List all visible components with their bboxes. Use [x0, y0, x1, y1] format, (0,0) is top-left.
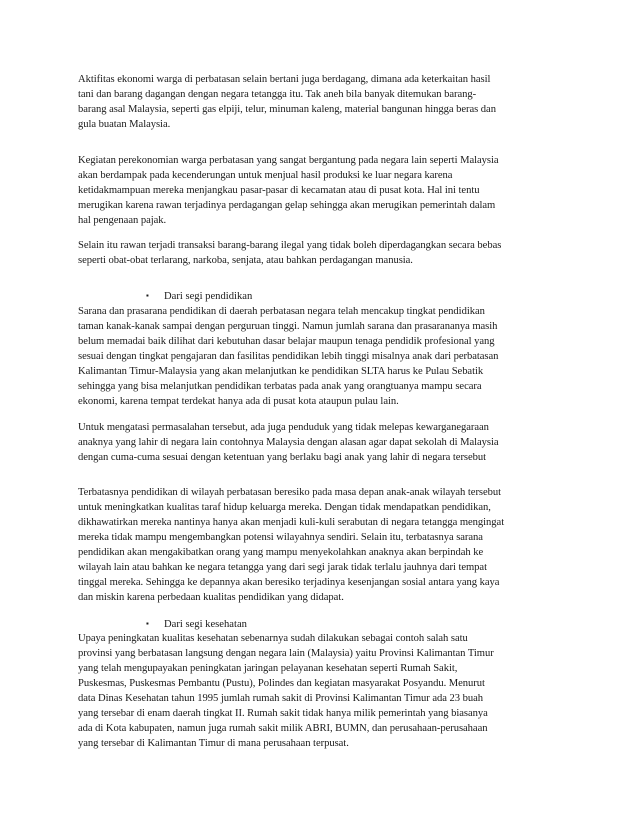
bullet-square-icon: ▪ [146, 619, 149, 628]
paragraph-mengatasi-permasalahan: Untuk mengatasi permasalahan tersebut, ada juga penduduk yang tidak melepas kewarganegaraan anaknya yang lahir di negara lain contohnya Malaysia dengan alasan agar dapat sekolah di Malaysia dengan cuma-cuma sesuai dengan ketentuan yang berlaku bagi anak yang lahir di negara tersebut [78, 422, 499, 463]
bullet-pendidikan [146, 288, 252, 304]
paragraph-aktifitas-ekonomi: Aktifitas ekonomi warga di perbatasan selain bertani juga berdagang, dimana ada keterkaitan hasil tani dan barang dagangan dengan negara tetangga itu. Tak aneh bila banyak ditemukan barang- barang asal Malaysia, seperti gas elpiji, telur, minuman kaleng, material bangunan hingga beras dan gula buatan Malaysia. [78, 74, 496, 130]
paragraph-kegiatan-perekonomian: Kegiatan perekonomian warga perbatasan yang sangat bergantung pada negara lain seperti Malaysia akan berdampak pada kecenderungan untuk menjual hasil produksi ke luar negara karena ketidakmampuan mereka menjangkau pasar-pasar di kecamatan atau di pusat kota. Hal ini tentu merugikan karena rawan terjadinya perdagangan gelap sehingga akan merugikan pemerintah dalam hal pengenaan pajak. [78, 155, 499, 226]
bullet-kesehatan [146, 616, 247, 632]
paragraph-terbatasnya-pendidikan: Terbatasnya pendidikan di wilayah perbatasan beresiko pada masa depan anak-anak wilayah tersebut untuk meningkatkan kualitas taraf hidup keluarga mereka. Dengan tidak mendapatkan pendidikan, dikhawatirkan mereka nantinya hanya akan menjadi kuli-kuli serabutan di negara tetangga mengingat mereka tidak mampu mengembangkan potensi wilayahnya sendiri. Selain itu, terbatasnya sarana pendidikan akan mengakibatkan orang yang mampu menyekolahkan anaknya akan berpindah ke wilayah lain atau bahkan ke negara tetangga yang dari segi jarak tidak terlalu jauhnya dari tempat tinggal mereka. Sehingga ke depannya akan beresiko terjadinya kesenjangan sosial antara yang kaya dan miskin karena perbedaan kualitas pendidikan yang didapat. [78, 487, 505, 603]
paragraph-transaksi-ilegal: Selain itu rawan terjadi transaksi barang-barang ilegal yang tidak boleh diperdagangkan secara bebas seperti obat-obat terlarang, narkoba, senjata, atau bahkan perdagangan manusia. [78, 240, 502, 266]
bullet-label: Dari segi pendidikan [164, 291, 253, 302]
paragraph-sarana-prasarana: Sarana dan prasarana pendidikan di daerah perbatasan negara telah mencakup tingkat pendidikan taman kanak-kanak sampai dengan perguruan tinggi. Namun jumlah sarana dan prasarananya masih belum memadai baik dilihat dari kebutuhan dasar belajar maupun tenaga pendidik profesional yang sesuai dengan tingkat pengajaran dan fasilitas pendidikan lebih tinggi misalnya anak dari perbatasan Kalimantan Timur-Malaysia yang akan melanjutkan ke pendidikan SLTA harus ke Pulau Sebatik sehingga yang bisa melanjutkan pendidikan terbatas pada anak yang orangtuanya mampu secara ekonomi, karena tempat terdekat hanya ada di pusat kota ataupun pulau lain. [78, 306, 499, 407]
bullet-square-icon: ▪ [146, 291, 149, 300]
paragraph-upaya-kesehatan: Upaya peningkatan kualitas kesehatan sebenarnya sudah dilakukan sebagai contoh salah satu provinsi yang berbatasan langsung dengan negara lain (Malaysia) yaitu Provinsi Kalimantan Timur yang telah mengupayakan peningkatan jaringan pelayanan kesehatan seperti Rumah Sakit, Puskesmas, Puskesmas Pembantu (Pustu), Polindes dan kegiatan masyarakat Posyandu. Menurut data Dinas Kesehatan tahun 1995 jumlah rumah sakit di Provinsi Kalimantan Timur ada 23 buah yang tersebar di enam daerah tingkat II. Rumah sakit tidak hanya milik pemerintah yang biasanya ada di Kota kabupaten, namun juga rumah sakit milik ABRI, BUMN, dan perusahaan-perusahaan yang tersebar di Kalimantan Timur di mana perusahaan terpusat. [78, 633, 494, 749]
bullet-label: Dari segi kesehatan [164, 619, 247, 630]
